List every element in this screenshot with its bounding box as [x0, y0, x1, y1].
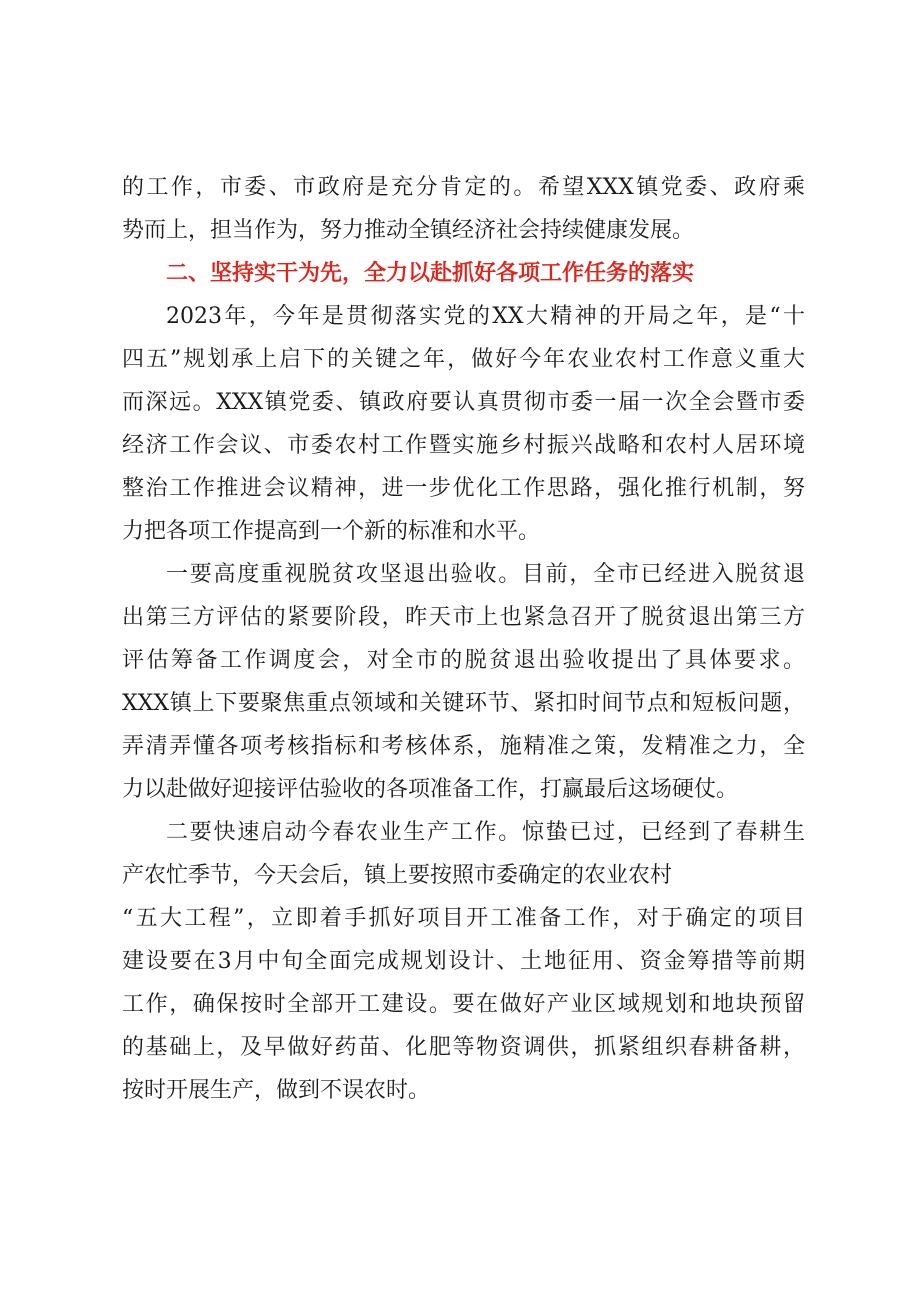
section-heading: 二、坚持实干为先，全力以赴抓好各项工作任务的落实 [166, 261, 695, 286]
text-line: 弄清弄懂各项考核指标和考核体系，施精准之策，发精准之力，全 [122, 734, 805, 759]
text-line: 而深远。XXX镇党委、镇政府要认真贯彻市委一届一次全会暨市委 [122, 390, 805, 415]
text-line: 出第三方评估的紧要阶段，昨天市上也紧急召开了脱贫退出第三方 [122, 605, 805, 630]
paragraph-spring-production [122, 811, 805, 1112]
text-line: 力以赴做好迎接评估验收的各项准备工作，打赢最后这场硬仗。 [122, 777, 739, 802]
text-line: 整治工作推进会议精神，进一步优化工作思路，强化推行机制，努 [122, 476, 805, 501]
paragraph-poverty-alleviation [122, 553, 805, 811]
paragraph-intro [122, 166, 805, 252]
text-line: 二要快速启动今春农业生产工作。惊蛰已过，已经到了春耕生 [166, 820, 805, 845]
text-line: 建设要在3月中旬全面完成规划设计、土地征用、资金筹措等前期 [122, 949, 805, 974]
paragraph-2023 [122, 295, 805, 553]
text-line: 2023年，今年是贯彻落实党的XX大精神的开局之年，是“十 [166, 304, 805, 329]
document-body [122, 166, 805, 1112]
text-line: 的基础上，及早做好药苗、化肥等物资调供，抓紧组织春耕备耕， [122, 1035, 805, 1060]
text-line: “五大工程”，立即着手抓好项目开工准备工作，对于确定的项目 [122, 906, 805, 931]
text-line: 势而上，担当作为，努力推动全镇经济社会持续健康发展。 [122, 218, 695, 243]
text-line: XXX镇上下要聚焦重点领域和关键环节、紧扣时间节点和短板问题， [122, 691, 805, 716]
text-line: 按时开展生产，做到不误农时。 [122, 1078, 431, 1103]
text-line: 力把各项工作提高到一个新的标准和水平。 [122, 519, 541, 544]
text-line: 经济工作会议、市委农村工作暨实施乡村振兴战略和农村人居环境 [122, 433, 805, 458]
text-line: 的工作，市委、市政府是充分肯定的。希望XXX镇党委、政府乘 [122, 175, 805, 200]
text-line: 评估筹备工作调度会，对全市的脱贫退出验收提出了具体要求。 [122, 648, 805, 673]
text-line: 产农忙季节，今天会后，镇上要按照市委确定的农业农村 [122, 863, 673, 888]
text-line: 工作，确保按时全部开工建设。要在做好产业区域规划和地块预留 [122, 992, 805, 1017]
text-line: 四五”规划承上启下的关键之年，做好今年农业农村工作意义重大 [122, 347, 805, 372]
text-line: 一要高度重视脱贫攻坚退出验收。目前，全市已经进入脱贫退 [166, 562, 805, 587]
